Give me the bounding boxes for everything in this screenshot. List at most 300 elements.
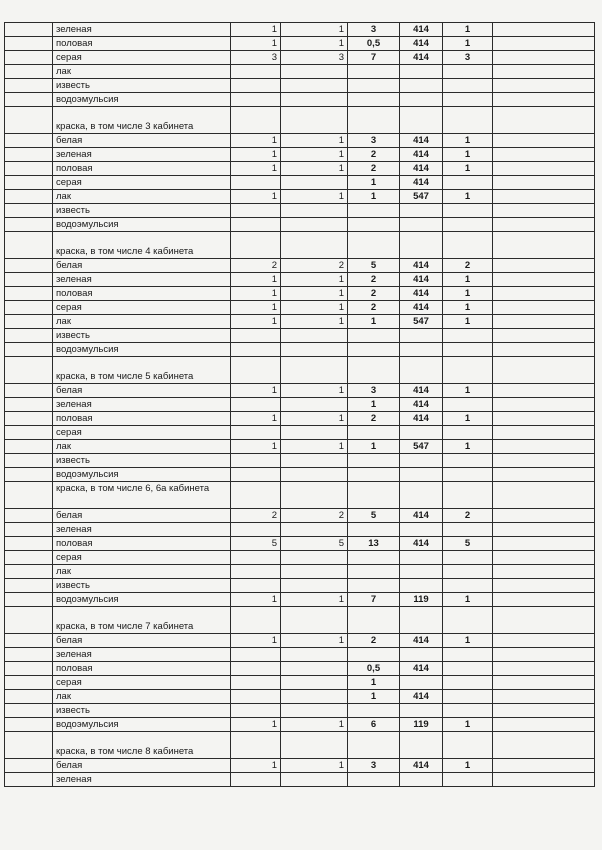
- table-row: [5, 23, 595, 37]
- paint-inventory-table: [4, 22, 595, 787]
- count-cell: [443, 357, 493, 384]
- code-cell: 414: [400, 162, 443, 176]
- table-row: [5, 93, 595, 107]
- amount-cell: [348, 357, 400, 384]
- item-name-cell: краска, в том числе 6, 6а кабинета: [53, 482, 231, 509]
- quantity-cell: 1: [231, 148, 281, 162]
- amount-cell: 1: [348, 440, 400, 454]
- item-name-cell: половая: [53, 37, 231, 51]
- code-cell: 414: [400, 412, 443, 426]
- notes-cell: [493, 37, 595, 51]
- quantity-cell: [231, 732, 281, 759]
- table-row: [5, 259, 595, 273]
- notes-cell: [493, 204, 595, 218]
- count-cell: [443, 204, 493, 218]
- count-cell: [443, 523, 493, 537]
- row-number-cell: [5, 357, 53, 384]
- count-cell: [443, 565, 493, 579]
- table-row: [5, 287, 595, 301]
- quantity-2-cell: 1: [281, 273, 348, 287]
- notes-cell: [493, 384, 595, 398]
- quantity-2-cell: 1: [281, 440, 348, 454]
- quantity-cell: 1: [231, 759, 281, 773]
- code-cell: [400, 65, 443, 79]
- code-cell: 414: [400, 259, 443, 273]
- table-row: [5, 634, 595, 648]
- notes-cell: [493, 482, 595, 509]
- code-cell: 414: [400, 23, 443, 37]
- amount-cell: [348, 454, 400, 468]
- table-row: [5, 37, 595, 51]
- quantity-2-cell: 1: [281, 634, 348, 648]
- row-number-cell: [5, 773, 53, 787]
- quantity-cell: [231, 454, 281, 468]
- row-number-cell: [5, 218, 53, 232]
- quantity-cell: [231, 648, 281, 662]
- count-cell: [443, 773, 493, 787]
- quantity-cell: 2: [231, 259, 281, 273]
- table-row: [5, 593, 595, 607]
- count-cell: 1: [443, 634, 493, 648]
- quantity-cell: 1: [231, 440, 281, 454]
- count-cell: [443, 579, 493, 593]
- quantity-cell: 1: [231, 23, 281, 37]
- quantity-2-cell: 1: [281, 23, 348, 37]
- row-number-cell: [5, 107, 53, 134]
- code-cell: [400, 343, 443, 357]
- table-row: [5, 704, 595, 718]
- quantity-cell: 1: [231, 287, 281, 301]
- item-name-cell: водоэмульсия: [53, 93, 231, 107]
- item-name-cell: краска, в том числе 7 кабинета: [53, 607, 231, 634]
- notes-cell: [493, 301, 595, 315]
- row-number-cell: [5, 454, 53, 468]
- notes-cell: [493, 148, 595, 162]
- row-number-cell: [5, 426, 53, 440]
- row-number-cell: [5, 676, 53, 690]
- code-cell: [400, 454, 443, 468]
- amount-cell: [348, 551, 400, 565]
- amount-cell: [348, 565, 400, 579]
- row-number-cell: [5, 718, 53, 732]
- code-cell: [400, 107, 443, 134]
- item-name-cell: краска, в том числе 4 кабинета: [53, 232, 231, 259]
- item-name-cell: водоэмульсия: [53, 218, 231, 232]
- row-number-cell: [5, 468, 53, 482]
- item-name-cell: краска, в том числе 3 кабинета: [53, 107, 231, 134]
- quantity-cell: 1: [231, 593, 281, 607]
- table-row: [5, 329, 595, 343]
- item-name-cell: серая: [53, 676, 231, 690]
- item-name-cell: краска, в том числе 5 кабинета: [53, 357, 231, 384]
- notes-cell: [493, 287, 595, 301]
- row-number-cell: [5, 315, 53, 329]
- quantity-cell: [231, 662, 281, 676]
- quantity-2-cell: [281, 398, 348, 412]
- amount-cell: [348, 579, 400, 593]
- code-cell: [400, 79, 443, 93]
- item-name-cell: зеленая: [53, 648, 231, 662]
- code-cell: 414: [400, 148, 443, 162]
- code-cell: [400, 204, 443, 218]
- amount-cell: 5: [348, 509, 400, 523]
- item-name-cell: зеленая: [53, 148, 231, 162]
- quantity-cell: [231, 426, 281, 440]
- item-name-cell: известь: [53, 329, 231, 343]
- row-number-cell: [5, 148, 53, 162]
- code-cell: 414: [400, 662, 443, 676]
- count-cell: [443, 398, 493, 412]
- item-name-cell: лак: [53, 690, 231, 704]
- row-number-cell: [5, 759, 53, 773]
- table-row: [5, 232, 595, 259]
- quantity-2-cell: 1: [281, 301, 348, 315]
- code-cell: 547: [400, 315, 443, 329]
- code-cell: [400, 232, 443, 259]
- amount-cell: [348, 65, 400, 79]
- quantity-2-cell: [281, 329, 348, 343]
- code-cell: 414: [400, 759, 443, 773]
- row-number-cell: [5, 79, 53, 93]
- quantity-cell: 1: [231, 134, 281, 148]
- table-row: [5, 412, 595, 426]
- item-name-cell: известь: [53, 204, 231, 218]
- quantity-cell: 1: [231, 315, 281, 329]
- amount-cell: [348, 343, 400, 357]
- notes-cell: [493, 65, 595, 79]
- quantity-2-cell: [281, 565, 348, 579]
- table-row: [5, 148, 595, 162]
- row-number-cell: [5, 412, 53, 426]
- amount-cell: 7: [348, 51, 400, 65]
- quantity-2-cell: 1: [281, 593, 348, 607]
- amount-cell: [348, 218, 400, 232]
- quantity-cell: [231, 579, 281, 593]
- amount-cell: 1: [348, 690, 400, 704]
- amount-cell: 2: [348, 301, 400, 315]
- notes-cell: [493, 579, 595, 593]
- table-row: [5, 398, 595, 412]
- item-name-cell: краска, в том числе 8 кабинета: [53, 732, 231, 759]
- notes-cell: [493, 398, 595, 412]
- notes-cell: [493, 218, 595, 232]
- row-number-cell: [5, 634, 53, 648]
- quantity-cell: 1: [231, 190, 281, 204]
- table-row: [5, 759, 595, 773]
- notes-cell: [493, 79, 595, 93]
- row-number-cell: [5, 662, 53, 676]
- count-cell: 1: [443, 37, 493, 51]
- count-cell: 1: [443, 759, 493, 773]
- quantity-2-cell: [281, 482, 348, 509]
- table-row: [5, 204, 595, 218]
- count-cell: [443, 551, 493, 565]
- amount-cell: [348, 426, 400, 440]
- count-cell: 3: [443, 51, 493, 65]
- quantity-2-cell: [281, 607, 348, 634]
- item-name-cell: лак: [53, 65, 231, 79]
- amount-cell: [348, 93, 400, 107]
- code-cell: [400, 773, 443, 787]
- notes-cell: [493, 454, 595, 468]
- notes-cell: [493, 537, 595, 551]
- quantity-2-cell: [281, 343, 348, 357]
- item-name-cell: водоэмульсия: [53, 343, 231, 357]
- count-cell: [443, 218, 493, 232]
- quantity-cell: [231, 607, 281, 634]
- quantity-2-cell: 5: [281, 537, 348, 551]
- notes-cell: [493, 329, 595, 343]
- notes-cell: [493, 259, 595, 273]
- item-name-cell: половая: [53, 537, 231, 551]
- item-name-cell: известь: [53, 704, 231, 718]
- item-name-cell: зеленая: [53, 773, 231, 787]
- count-cell: [443, 732, 493, 759]
- notes-cell: [493, 315, 595, 329]
- notes-cell: [493, 190, 595, 204]
- row-number-cell: [5, 287, 53, 301]
- code-cell: [400, 218, 443, 232]
- quantity-cell: [231, 79, 281, 93]
- count-cell: 2: [443, 509, 493, 523]
- notes-cell: [493, 690, 595, 704]
- notes-cell: [493, 676, 595, 690]
- code-cell: 414: [400, 634, 443, 648]
- table-row: [5, 162, 595, 176]
- quantity-cell: [231, 329, 281, 343]
- quantity-2-cell: [281, 773, 348, 787]
- quantity-2-cell: 1: [281, 315, 348, 329]
- count-cell: 1: [443, 273, 493, 287]
- quantity-cell: 3: [231, 51, 281, 65]
- table-row: [5, 176, 595, 190]
- notes-cell: [493, 426, 595, 440]
- notes-cell: [493, 704, 595, 718]
- code-cell: 414: [400, 37, 443, 51]
- row-number-cell: [5, 176, 53, 190]
- code-cell: 414: [400, 273, 443, 287]
- count-cell: [443, 79, 493, 93]
- quantity-cell: [231, 343, 281, 357]
- row-number-cell: [5, 37, 53, 51]
- notes-cell: [493, 551, 595, 565]
- amount-cell: 2: [348, 162, 400, 176]
- item-name-cell: зеленая: [53, 23, 231, 37]
- quantity-2-cell: [281, 426, 348, 440]
- count-cell: 1: [443, 287, 493, 301]
- table-row: [5, 273, 595, 287]
- amount-cell: 2: [348, 148, 400, 162]
- notes-cell: [493, 232, 595, 259]
- table-row: [5, 662, 595, 676]
- code-cell: 414: [400, 134, 443, 148]
- table-row: [5, 509, 595, 523]
- row-number-cell: [5, 343, 53, 357]
- code-cell: [400, 426, 443, 440]
- amount-cell: 0,5: [348, 37, 400, 51]
- quantity-2-cell: 1: [281, 384, 348, 398]
- row-number-cell: [5, 523, 53, 537]
- amount-cell: 2: [348, 412, 400, 426]
- item-name-cell: лак: [53, 565, 231, 579]
- quantity-2-cell: 1: [281, 759, 348, 773]
- notes-cell: [493, 468, 595, 482]
- item-name-cell: белая: [53, 759, 231, 773]
- item-name-cell: белая: [53, 134, 231, 148]
- row-number-cell: [5, 579, 53, 593]
- notes-cell: [493, 565, 595, 579]
- table-row: [5, 51, 595, 65]
- table-row: [5, 565, 595, 579]
- row-number-cell: [5, 509, 53, 523]
- table-row: [5, 190, 595, 204]
- quantity-cell: [231, 398, 281, 412]
- quantity-cell: 1: [231, 301, 281, 315]
- quantity-cell: [231, 676, 281, 690]
- notes-cell: [493, 176, 595, 190]
- quantity-2-cell: 2: [281, 259, 348, 273]
- table-body: [5, 23, 595, 787]
- notes-cell: [493, 93, 595, 107]
- count-cell: [443, 65, 493, 79]
- item-name-cell: серая: [53, 301, 231, 315]
- amount-cell: 6: [348, 718, 400, 732]
- row-number-cell: [5, 134, 53, 148]
- quantity-cell: 1: [231, 634, 281, 648]
- count-cell: 1: [443, 162, 493, 176]
- count-cell: [443, 482, 493, 509]
- amount-cell: [348, 773, 400, 787]
- code-cell: [400, 579, 443, 593]
- row-number-cell: [5, 93, 53, 107]
- table-row: [5, 343, 595, 357]
- count-cell: [443, 662, 493, 676]
- notes-cell: [493, 759, 595, 773]
- quantity-cell: [231, 523, 281, 537]
- row-number-cell: [5, 65, 53, 79]
- item-name-cell: зеленая: [53, 398, 231, 412]
- quantity-2-cell: [281, 551, 348, 565]
- table-row: [5, 523, 595, 537]
- quantity-cell: [231, 565, 281, 579]
- amount-cell: 3: [348, 134, 400, 148]
- table-row: [5, 676, 595, 690]
- amount-cell: [348, 732, 400, 759]
- code-cell: 119: [400, 593, 443, 607]
- quantity-cell: [231, 357, 281, 384]
- table-row: [5, 440, 595, 454]
- table-row: [5, 551, 595, 565]
- quantity-cell: 1: [231, 273, 281, 287]
- item-name-cell: зеленая: [53, 273, 231, 287]
- notes-cell: [493, 273, 595, 287]
- quantity-2-cell: [281, 107, 348, 134]
- quantity-2-cell: [281, 523, 348, 537]
- item-name-cell: водоэмульсия: [53, 468, 231, 482]
- row-number-cell: [5, 273, 53, 287]
- table-row: [5, 79, 595, 93]
- count-cell: [443, 607, 493, 634]
- count-cell: 1: [443, 384, 493, 398]
- row-number-cell: [5, 482, 53, 509]
- code-cell: 547: [400, 440, 443, 454]
- quantity-2-cell: 3: [281, 51, 348, 65]
- count-cell: 1: [443, 301, 493, 315]
- item-name-cell: белая: [53, 634, 231, 648]
- count-cell: [443, 676, 493, 690]
- notes-cell: [493, 523, 595, 537]
- count-cell: [443, 107, 493, 134]
- quantity-cell: 1: [231, 718, 281, 732]
- quantity-2-cell: [281, 579, 348, 593]
- count-cell: 1: [443, 148, 493, 162]
- table-row: [5, 384, 595, 398]
- count-cell: [443, 454, 493, 468]
- count-cell: [443, 704, 493, 718]
- quantity-2-cell: [281, 204, 348, 218]
- amount-cell: [348, 107, 400, 134]
- amount-cell: [348, 232, 400, 259]
- table-row: [5, 315, 595, 329]
- amount-cell: 3: [348, 759, 400, 773]
- item-name-cell: серая: [53, 426, 231, 440]
- item-name-cell: половая: [53, 162, 231, 176]
- item-name-cell: зеленая: [53, 523, 231, 537]
- notes-cell: [493, 607, 595, 634]
- code-cell: [400, 565, 443, 579]
- code-cell: [400, 357, 443, 384]
- table-row: [5, 65, 595, 79]
- code-cell: [400, 704, 443, 718]
- amount-cell: 1: [348, 398, 400, 412]
- count-cell: [443, 426, 493, 440]
- notes-cell: [493, 773, 595, 787]
- code-cell: [400, 482, 443, 509]
- quantity-2-cell: [281, 93, 348, 107]
- notes-cell: [493, 593, 595, 607]
- code-cell: 119: [400, 718, 443, 732]
- row-number-cell: [5, 301, 53, 315]
- quantity-cell: [231, 204, 281, 218]
- count-cell: 1: [443, 440, 493, 454]
- row-number-cell: [5, 384, 53, 398]
- quantity-cell: 2: [231, 509, 281, 523]
- quantity-2-cell: [281, 454, 348, 468]
- quantity-2-cell: [281, 79, 348, 93]
- item-name-cell: половая: [53, 662, 231, 676]
- code-cell: [400, 732, 443, 759]
- table-row: [5, 648, 595, 662]
- code-cell: 414: [400, 690, 443, 704]
- count-cell: [443, 329, 493, 343]
- amount-cell: 2: [348, 634, 400, 648]
- code-cell: [400, 676, 443, 690]
- amount-cell: [348, 704, 400, 718]
- row-number-cell: [5, 51, 53, 65]
- row-number-cell: [5, 690, 53, 704]
- amount-cell: 2: [348, 287, 400, 301]
- item-name-cell: лак: [53, 440, 231, 454]
- row-number-cell: [5, 440, 53, 454]
- count-cell: [443, 648, 493, 662]
- code-cell: 547: [400, 190, 443, 204]
- amount-cell: 13: [348, 537, 400, 551]
- notes-cell: [493, 662, 595, 676]
- row-number-cell: [5, 398, 53, 412]
- row-number-cell: [5, 607, 53, 634]
- item-name-cell: лак: [53, 315, 231, 329]
- notes-cell: [493, 107, 595, 134]
